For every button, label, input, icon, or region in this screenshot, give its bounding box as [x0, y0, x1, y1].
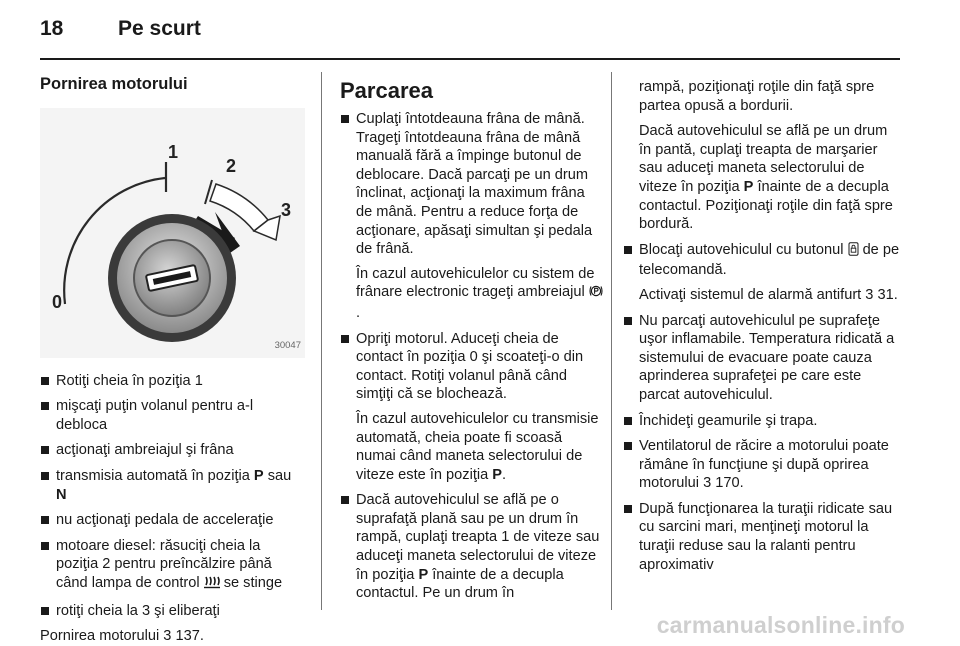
- label-position-0: 0: [52, 291, 63, 312]
- ref-page: 137.: [171, 628, 204, 645]
- gear-n: N: [56, 486, 67, 503]
- list-item: [40, 537, 305, 595]
- gear-p: P: [253, 467, 264, 484]
- section-heading: Parcarea: [340, 78, 433, 103]
- list-item: [40, 467, 305, 504]
- page-ref-icon: 3: [163, 628, 172, 645]
- item-text: Dacă autovehiculul se află pe o suprafaţă plană sau pe un drum în rampă, cuplaţi treapta 1 de viteze sau aduceţi maneta selectorului de viteze în poziţia: [356, 492, 600, 583]
- item-text: de pe telecomandă.: [639, 241, 900, 279]
- continued-paragraph: [639, 122, 903, 234]
- column-parking-continued: [623, 78, 903, 581]
- ignition-lock-figure: [40, 108, 305, 358]
- list-item: După funcţionarea la turaţii ridicate sau cu sarcini mari, menţineţi motorul la turaţii reduse sau la ralanti pentru aproximativ: [623, 500, 903, 574]
- sub-text-end: .: [356, 304, 361, 321]
- site-watermark: carmanualsonline.info: [656, 612, 905, 638]
- item-subparagraph: [356, 265, 603, 323]
- column-divider: [321, 72, 322, 610]
- page-number: 18: [40, 17, 64, 40]
- item-text: Ventilatorul de răcire a motorului poate rămâne în funcţiune şi după oprirea motorului: [639, 438, 889, 492]
- cross-reference: [40, 627, 305, 646]
- gear-p: P: [418, 566, 429, 583]
- page-ref-icon: 3: [865, 286, 874, 303]
- sub-text: Activaţi sistemul de alarmă antifurt: [639, 286, 866, 303]
- glow-plug-icon: [204, 575, 220, 595]
- list-item: [340, 110, 603, 323]
- list-item: Rotiţi cheia în poziţia 1: [40, 372, 305, 391]
- ref-page: 31.: [873, 286, 898, 303]
- column-divider: [611, 72, 612, 610]
- sub-text-end: .: [502, 466, 507, 483]
- sub-text: În cazul autovehiculelor cu transmisie automată, cheia poate fi scoasă numai când maneta selectorului de viteze este în poziţia: [356, 410, 599, 483]
- item-text: Blocaţi autovehiculul cu butonul: [639, 241, 848, 258]
- item-text: înainte de a decupla contactul. Pe un drum în: [356, 566, 564, 602]
- continued-paragraph: rampă, poziţionaţi roţile din faţă spre partea opusă a bordurii.: [639, 79, 875, 114]
- parking-steps-continued: [623, 241, 903, 575]
- ignition-lock-illustration: [40, 108, 305, 358]
- item-subparagraph: [639, 286, 903, 305]
- para-text: înainte de a decupla contactul. Poziţionaţi roţile din faţă spre bordură.: [639, 178, 893, 233]
- list-item: Nu parcaţi autovehiculul pe suprafeţe uşor inflamabile. Temperatura ridicată a sistemului de evacuare poate cauza aprinderea suprafeţei pe care este parcat autovehiculul.: [623, 312, 903, 405]
- item-text: se stinge: [219, 574, 283, 591]
- list-item: mişcaţi puţin volanul pentru a-l debloca: [40, 397, 305, 434]
- running-title: Pe scurt: [118, 17, 201, 40]
- engine-start-steps: [40, 372, 305, 621]
- ref-text: Pornirea motorului: [40, 628, 164, 645]
- label-position-3: 3: [281, 199, 292, 220]
- column-engine-start: [40, 75, 305, 646]
- para-text: Dacă autovehiculul se află pe un drum în pantă, cuplaţi treapta de marşarier sau aduceţi maneta selectorului de viteze în poziţia: [639, 123, 888, 195]
- item-text-wrap: [639, 241, 903, 280]
- list-item: Închideţi geamurile şi trapa.: [623, 412, 903, 431]
- start-arrow-band: [210, 184, 268, 231]
- item-text: Opriţi motorul. Aduceţi cheia de contact în poziţia 0 şi scoateţi-o din contact. Rotiţi volanul până când simţiţi că se blochează.: [356, 330, 584, 403]
- gear-p: P: [743, 178, 754, 195]
- list-item: nu acţionaţi pedala de acceleraţie: [40, 511, 305, 530]
- list-item: [623, 437, 903, 493]
- item-subparagraph: [356, 410, 603, 484]
- item-text: motoare diesel: răsuciţi cheia la poziţia 2 pentru preîncălzire până când lampa de control: [56, 537, 272, 591]
- column-parking: [340, 78, 603, 610]
- label-position-2: 2: [226, 155, 237, 176]
- list-item: rotiţi cheia la 3 şi eliberaţi: [40, 602, 305, 621]
- label-position-1: 1: [168, 141, 179, 162]
- sub-text: În cazul autovehiculelor cu sistem de frânare electronic trageţi ambreiajul: [356, 265, 595, 301]
- ref-page: 170.: [711, 475, 744, 492]
- page-ref-icon: 3: [703, 475, 712, 492]
- item-text: transmisia automată în poziţia: [56, 467, 254, 484]
- parking-brake-icon: [589, 284, 603, 304]
- section-subheading: Pornirea motorului: [40, 75, 188, 93]
- header-rule: [40, 58, 900, 60]
- figure-id: 30047: [274, 340, 301, 351]
- list-item: [340, 330, 603, 485]
- list-item: [340, 491, 603, 603]
- list-item: acţionaţi ambreiajul şi frâna: [40, 441, 305, 460]
- parking-steps: [340, 110, 603, 603]
- item-text: Cuplaţi întotdeauna frâna de mână. Trageţi întotdeauna frâna de mână manuală fără a împinge butonul de deblocare. Dacă parcaţi pe un drum înclinat, acţionaţi la maximum frâna de mână. Pentru a reduce forţa de acţionare, apăsaţi simultan şi pedala de frână.: [356, 111, 593, 258]
- list-item: [623, 241, 903, 305]
- gear-p: P: [492, 466, 503, 483]
- lock-button-icon: [848, 242, 859, 262]
- item-text: sau: [263, 467, 292, 484]
